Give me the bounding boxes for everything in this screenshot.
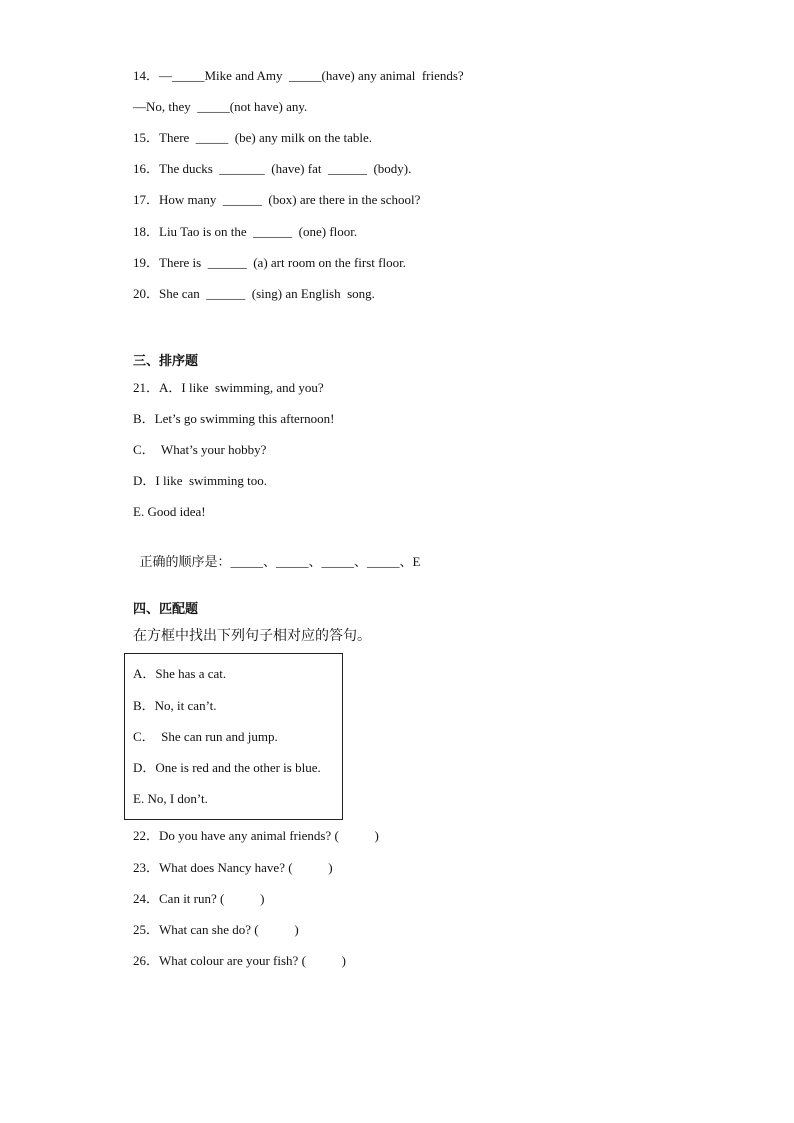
question-23: 23．What does Nancy have? ( ) — [133, 860, 333, 875]
question-17: 17．How many ______ (box) are there in the school? — [133, 192, 421, 207]
option-b: B．No, it can’t. — [133, 698, 217, 713]
matching-instruction: 在方框中找出下列句子相对应的答句。 — [133, 628, 371, 644]
question-20: 20．She can ______ (sing) an English song. — [133, 286, 375, 301]
question-14: 14．—_____Mike and Amy _____(have) any animal friends? — [133, 68, 464, 83]
option-d: D．One is red and the other is blue. — [133, 760, 321, 775]
question-24: 24．Can it run? ( ) — [133, 891, 265, 906]
question-19: 19．There is ______ (a) art room on the first floor. — [133, 255, 406, 270]
section-3-heading: 三、排序题 — [133, 354, 199, 369]
question-16: 16．The ducks _______ (have) fat ______ (body). — [133, 161, 412, 176]
ordering-item-a: 21．A．I like swimming, and you? — [133, 380, 324, 395]
ordering-item-b: B．Let’s go swimming this afternoon! — [133, 411, 335, 426]
question-22: 22．Do you have any animal friends? ( ) — [133, 828, 379, 843]
question-25: 25．What can she do? ( ) — [133, 922, 299, 937]
question-14-answer-line: —No, they _____(not have) any. — [133, 99, 308, 114]
ordering-item-d: D．I like swimming too. — [133, 473, 267, 488]
question-15: 15．There _____ (be) any milk on the table. — [133, 130, 372, 145]
ordering-answer-label: 正确的顺序是： — [139, 555, 231, 570]
section-4-heading: 四、匹配题 — [133, 602, 199, 617]
ordering-item-c: C． What’s your hobby? — [133, 442, 267, 457]
option-e: E. No, I don’t. — [133, 791, 208, 806]
ordering-answer-blanks: _____、_____、_____、_____、E — [230, 554, 421, 569]
ordering-answer-line — [133, 535, 420, 572]
question-26: 26．What colour are your fish? ( ) — [133, 953, 346, 968]
option-a: A．She has a cat. — [133, 666, 227, 681]
option-c: C． She can run and jump. — [133, 729, 278, 744]
ordering-item-e: E. Good idea! — [133, 504, 206, 519]
question-18: 18．Liu Tao is on the ______ (one) floor. — [133, 224, 358, 239]
